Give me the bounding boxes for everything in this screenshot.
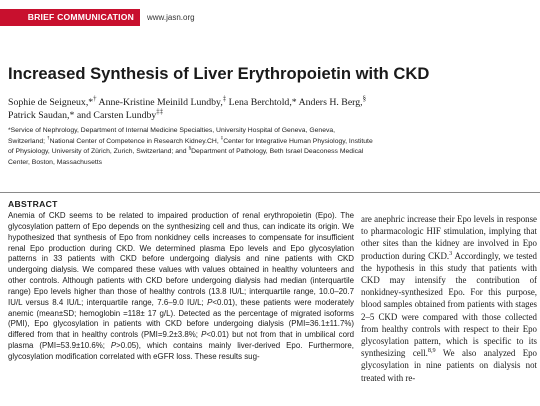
section-divider: [0, 192, 540, 193]
journal-url[interactable]: www.jasn.org: [147, 13, 195, 22]
body-text-column: are anephric increase their Epo levels in response to pharmacologic HIF stimulation, implying that other sites than the kidney are involved in Epo production during CKD.$^3$ Accordingly, we tested the hypothesis in this study that patients with CKD may intensify the contribution of nonkidney-synthesized Epo. For this purpose, blood samples obtained from patients with stages 2–5 CKD were compared with those collected from healthy controls with respect to their Epo glycosylation pattern, which is specific to its synthesizing cell.$^{8,9}$ We also analyzed Epo glycosylation in nine patients on dialysis not treated with re-: [361, 214, 537, 383]
author-list: Sophie de Seigneux,*† Anne-Kristine Meinild Lundby,‡ Lena Berchtold,* Anders H. Berg,§ Patrick Saudan,* and Carsten Lundby‡‡: [8, 95, 367, 121]
article-type-badge: BRIEF COMMUNICATION: [0, 9, 140, 26]
article-title: Increased Synthesis of Liver Erythropoietin with CKD: [8, 64, 430, 83]
abstract-text: Anemia of CKD seems to be related to impaired production of renal erythropoietin (Epo). The glycosylation pattern of Epo depends on the synthesizing cell and thus, can indicate its origin. We hypothesized that synthesis of Epo from nonkidney cells increases to compensate for insufficient renal Epo production during CKD. We determined plasma Epo levels and Epo glycosylation patterns in 33 patients with CKD before undergoing dialysis and nine patients with CKD undergoing dialysis. We compared these values with values obtained in healthy volunteers and other controls. Although patients with CKD before undergoing dialysis had median (interquartile range) Epo levels higher than those of healthy controls (13.8 IU/L; interquartile range, 10.0–20.7 IU/L versus 8.4 IU/L; interquartile range, 7.6–9.0 IU/L; P<0.01), these patients were moderately anemic (mean±SD; hemoglobin =118± 17 g/L). Detected as the percentage of migrated isoforms (PMI), Epo glycosylation in patients with CKD before undergoing dialysis (PMI=36.1±11.7%) differed from that in healthy controls (PMI=9.2±3.8%; P<0.01) but not from that in umbilical cord plasma (PMI=53.9±10.6%; P>0.05), which contains mainly liver-derived Epo. Furthermore, glycosylation modification correlated with eGFR loss. These results sug-: [8, 211, 354, 361]
journal-header: [0, 9, 540, 26]
abstract-heading: ABSTRACT: [8, 199, 58, 209]
author-affiliations: *Service of Nephrology, Department of Internal Medicine Specialties, University Hospital of Geneva, Geneva, Switzerland; †National Center of Competence in Research Kidney.CH, ‡Center for Integrative Human Physiology, Institute of Physiology, University of Zürich, Zurich, Switzerland; and §Department of Pathology, Beth Israel Deaconess Medical Center, Boston, Massachusetts: [8, 127, 373, 166]
